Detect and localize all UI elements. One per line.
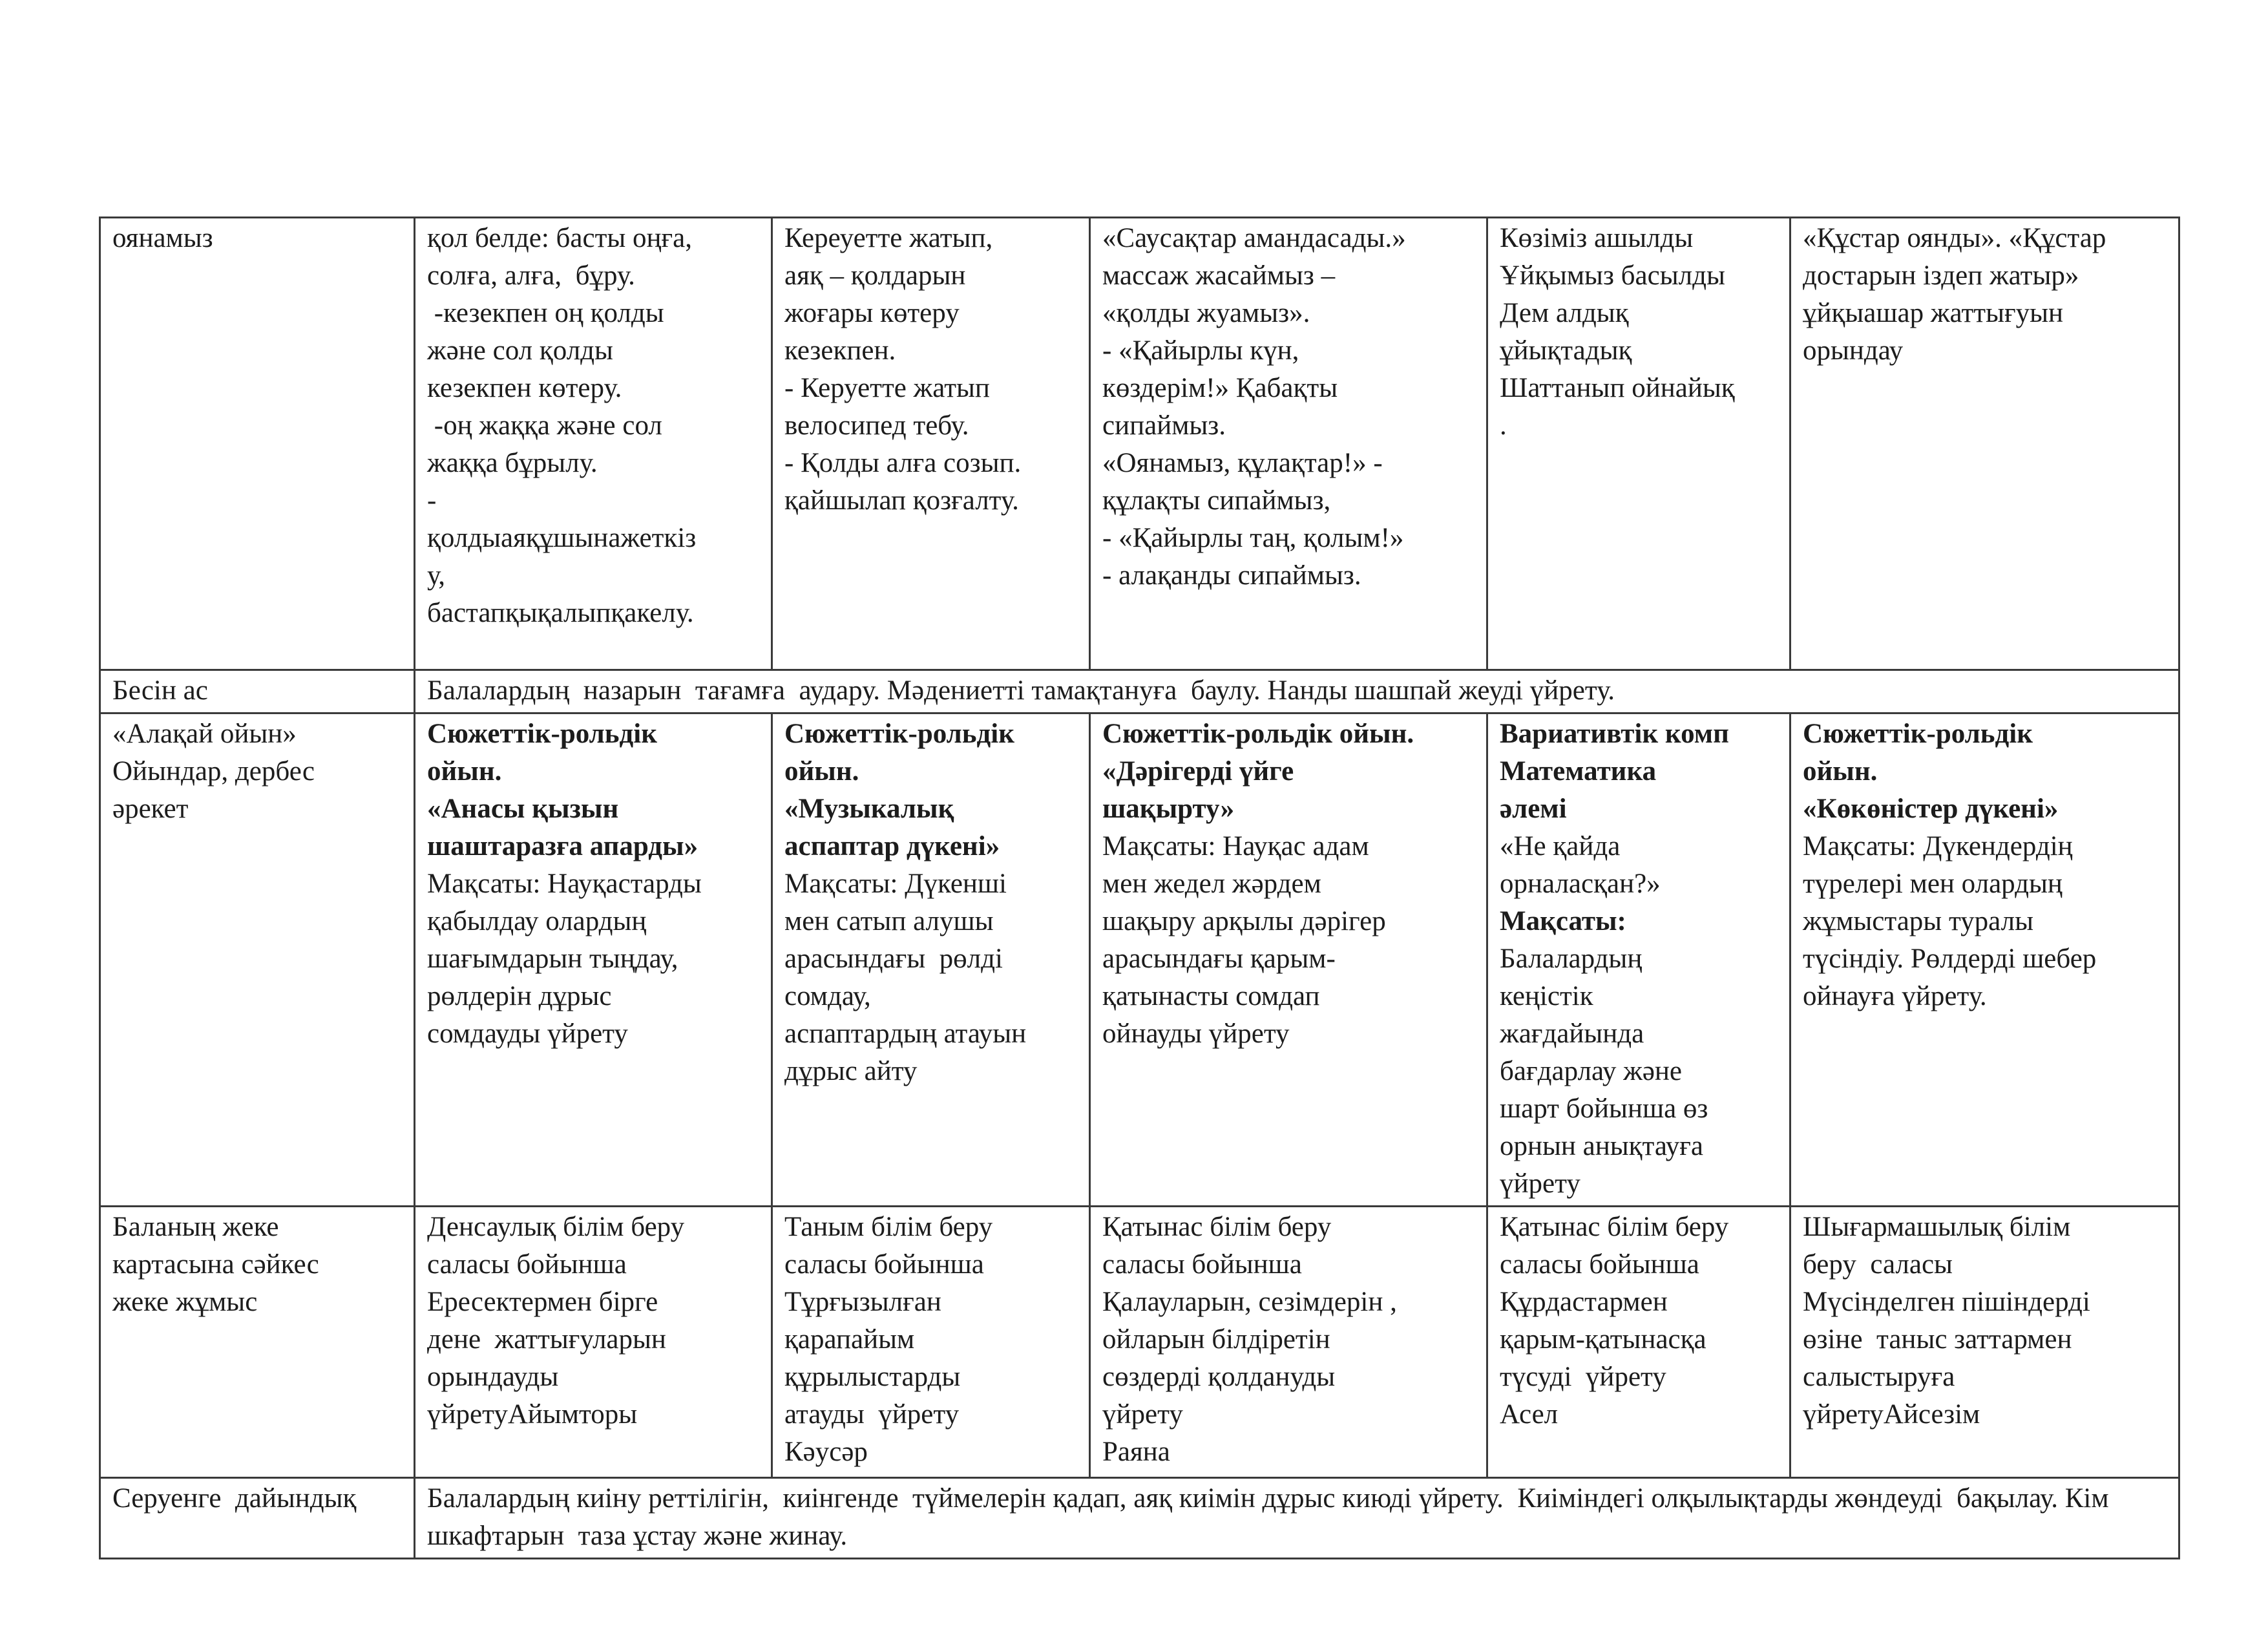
- row-walk-prep: [100, 1478, 2179, 1559]
- wakeup-cell-4: [1487, 218, 1790, 670]
- cell-text-line: у,: [427, 560, 445, 591]
- individual-cell-4: [1487, 1207, 1790, 1478]
- cell-heading-line: «Көкөністер дүкені»: [1803, 794, 2059, 824]
- cell-text-line: шақыру арқылы дәрігер: [1102, 906, 1386, 936]
- cell-text-line: шағымдарын тыңдау,: [427, 944, 678, 974]
- cell-heading-line: әлемі: [1500, 794, 1567, 824]
- cell-heading-line: шаштаразға апарды»: [427, 831, 698, 861]
- cell-text-line: «Құстар оянды». «Құстар: [1803, 223, 2106, 253]
- cell-text-line: «Не қайда: [1500, 831, 1621, 861]
- cell-text-line: жаққа бұрылу.: [427, 448, 598, 478]
- games-cell-4: [1487, 713, 1790, 1207]
- row-label-line: жеке жұмыс: [112, 1287, 258, 1317]
- row-afternoon-meal: [100, 670, 2179, 713]
- cell-heading-line: «Музыкалық: [784, 794, 954, 824]
- cell-text-line: дене жаттығуларын: [427, 1324, 666, 1355]
- cell-text-line: қолдыаяқұшынажеткіз: [427, 523, 697, 553]
- row-label-line: әрекет: [112, 794, 189, 824]
- cell-text-line: түсуді үйрету: [1500, 1362, 1666, 1392]
- cell-text-line: Шығармашылық білім: [1803, 1212, 2071, 1242]
- cell-text-line: Мақсаты: Науқастарды: [427, 869, 702, 899]
- schedule-table: [99, 217, 2180, 1559]
- cell-text-line: ұйқыашар жаттығуын: [1803, 298, 2064, 328]
- wakeup-cell-5: [1790, 218, 2179, 670]
- cell-heading-line: Сюжеттік-рольдік ойын.: [1102, 719, 1414, 749]
- cell-text-line: «Саусақтар амандасады.»: [1102, 223, 1406, 253]
- cell-text-line: рөлдерін дұрыс: [427, 981, 612, 1011]
- row-label: [100, 670, 415, 713]
- cell-text-line: қатынасты сомдап: [1102, 981, 1320, 1011]
- row-wakeup: [100, 218, 2179, 670]
- span-text: Балалардың киіну реттілігін, киінгенде түймелерін қадап, аяқ киімін дұрыс киюді үйрету. Киіміндегі олқылықтарды жөндеуді бақылау. Кім шкафтарын таза ұстау және жинау.: [427, 1483, 2116, 1551]
- span-text: Балалардың назарын тағамға аудару. Мәдениетті тамақтануға баулу. Нанды шашпай жеуді үйрету.: [427, 675, 1615, 706]
- cell-text-line: құрылыстарды: [784, 1362, 961, 1392]
- cell-text-line: аяқ – қолдарын: [784, 260, 966, 291]
- cell-text-line: көздерім!» Қабақты: [1102, 373, 1338, 403]
- cell-heading-line: шақырту»: [1102, 794, 1235, 824]
- cell-text-line: үйрету: [1102, 1399, 1183, 1430]
- cell-text-line: солға, алға, бұру.: [427, 260, 635, 291]
- cell-text-line: мен жедел жәрдем: [1102, 869, 1321, 899]
- individual-cell-5: [1790, 1207, 2179, 1478]
- cell-text-line: «Оянамыз, құлақтар!» -: [1102, 448, 1383, 478]
- cell-text-line: орындауды: [427, 1362, 559, 1392]
- cell-text-line: және сол қолды: [427, 335, 613, 366]
- wakeup-cell-1: [415, 218, 772, 670]
- cell-text-line: - Керуетте жатып: [784, 373, 990, 403]
- cell-text-line: аспаптардың атауын: [784, 1019, 1027, 1049]
- cell-heading-line: «Анасы қызын: [427, 794, 619, 824]
- row-games: [100, 713, 2179, 1207]
- cell-text-line: орналасқан?»: [1500, 869, 1661, 899]
- wakeup-cell-2: [772, 218, 1090, 670]
- row-label-line: оянамыз: [112, 223, 213, 253]
- cell-heading-line: Сюжеттік-рольдік: [427, 719, 658, 749]
- cell-text-line: дұрыс айту: [784, 1056, 918, 1086]
- cell-heading-line: Сюжеттік-рольдік: [784, 719, 1015, 749]
- cell-text-line: сипаймыз.: [1102, 410, 1226, 441]
- cell-text-line: жоғары көтеру: [784, 298, 960, 328]
- cell-text-line: ойларын білдіретін: [1102, 1324, 1330, 1355]
- cell-text-line: атауды үйрету: [784, 1399, 960, 1430]
- row-individual-work: [100, 1207, 2179, 1478]
- cell-text-line: Қалауларын, сезімдерін ,: [1102, 1287, 1397, 1317]
- cell-text-line: бастапқықалыпқакелу.: [427, 598, 694, 628]
- cell-text-line: Мақсаты: Науқас адам: [1102, 831, 1369, 861]
- cell-text-line: Асел: [1500, 1399, 1559, 1430]
- cell-heading-line: Вариативтік комп: [1500, 719, 1729, 749]
- cell-text-line: Ұйқымыз басылды: [1500, 260, 1725, 291]
- cell-text-line: қол белде: басты оңға,: [427, 223, 693, 253]
- afternoon-meal-text: [415, 670, 2179, 713]
- cell-text-line: -: [427, 485, 437, 516]
- cell-text-line: Дем алдық: [1500, 298, 1629, 328]
- cell-text-line: Мүсінделген пішіндерді: [1803, 1287, 2090, 1317]
- cell-text-line: Қатынас білім беру: [1102, 1212, 1332, 1242]
- cell-text-line: ойнауға үйрету.: [1803, 981, 1987, 1011]
- cell-text-line: Тұрғызылған: [784, 1287, 941, 1317]
- cell-text-line: «қолды жуамыз».: [1102, 298, 1310, 328]
- cell-text-line: қарапайым: [784, 1324, 915, 1355]
- wakeup-cell-3: [1090, 218, 1487, 670]
- cell-heading-line: «Дәрігерді үйге: [1102, 756, 1294, 787]
- cell-text-line: Шаттанып ойнайық: [1500, 373, 1735, 403]
- cell-text-line: Кәусәр: [784, 1437, 868, 1467]
- cell-text-line: Құрдастармен: [1500, 1287, 1668, 1317]
- cell-text-line: Мақсаты: Дүкенші: [784, 869, 1007, 899]
- cell-text-line: орындау: [1803, 335, 1904, 366]
- row-label-line: картасына сәйкес: [112, 1249, 319, 1280]
- cell-text-line: ұйықтадық: [1500, 335, 1632, 366]
- cell-text-line: -кезекпен оң қолды: [427, 298, 664, 328]
- cell-text-line: қабылдау олардың: [427, 906, 647, 936]
- cell-text-line: ойнауды үйрету: [1102, 1019, 1290, 1049]
- cell-text-line: Көзіміз ашылды: [1500, 223, 1694, 253]
- cell-text-line: Мақсаты: Дүкендердің: [1803, 831, 2073, 861]
- games-cell-3: [1090, 713, 1487, 1207]
- cell-text-line: .: [1500, 410, 1507, 441]
- individual-cell-2: [772, 1207, 1090, 1478]
- cell-text-line: қарым-қатынасқа: [1500, 1324, 1706, 1355]
- cell-text-line: жұмыстары туралы: [1803, 906, 2033, 936]
- cell-text-line: сомдауды үйрету: [427, 1019, 628, 1049]
- cell-text-line: арасындағы рөлді: [784, 944, 1003, 974]
- cell-text-line: саласы бойынша: [1102, 1249, 1302, 1280]
- cell-text-line: кезекпен көтеру.: [427, 373, 622, 403]
- cell-text-line: беру саласы: [1803, 1249, 1953, 1280]
- row-label-line: Серуенге дайындық: [112, 1483, 357, 1514]
- cell-heading-line: ойын.: [427, 756, 502, 787]
- cell-text-line: достарын іздеп жатыр»: [1803, 260, 2079, 291]
- cell-text-line: -оң жаққа және сол: [427, 410, 662, 441]
- row-label-line: Ойындар, дербес: [112, 756, 315, 787]
- cell-text-line: - Қолды алға созып.: [784, 448, 1022, 478]
- cell-text-line: Кереуетте жатып,: [784, 223, 993, 253]
- cell-text-line: Раяна: [1102, 1437, 1170, 1467]
- cell-text-line: түсіндіу. Рөлдерді шебер: [1803, 944, 2097, 974]
- cell-text-line: бағдарлау және: [1500, 1056, 1682, 1086]
- cell-heading-line: Сюжеттік-рольдік: [1803, 719, 2033, 749]
- cell-text-line: қайшылап қозғалту.: [784, 485, 1019, 516]
- cell-text-line: - алақанды сипаймыз.: [1102, 560, 1361, 591]
- row-label: [100, 713, 415, 1207]
- cell-heading-line: Математика: [1500, 756, 1657, 787]
- cell-text-line: Ересектермен бірге: [427, 1287, 658, 1317]
- cell-text-line: массаж жасаймыз –: [1102, 260, 1336, 291]
- cell-text-line: құлақты сипаймыз,: [1102, 485, 1331, 516]
- cell-text-line: Қатынас білім беру: [1500, 1212, 1729, 1242]
- cell-text-line: салыстыруға: [1803, 1362, 1955, 1392]
- cell-text-line: саласы бойынша: [427, 1249, 627, 1280]
- cell-text-line: кеңістік: [1500, 981, 1593, 1011]
- cell-text-line: - «Қайырлы таң, қолым!»: [1102, 523, 1404, 553]
- cell-text-line: үйретуАйсезім: [1803, 1399, 1980, 1430]
- cell-text-line: шарт бойынша өз: [1500, 1093, 1708, 1124]
- cell-heading-line: ойын.: [784, 756, 859, 787]
- cell-text-line: Денсаулық білім беру: [427, 1212, 685, 1242]
- cell-text-line: велосипед тебу.: [784, 410, 969, 441]
- cell-text-line: өзіне таныс заттармен: [1803, 1324, 2072, 1355]
- cell-text-line: сомдау,: [784, 981, 871, 1011]
- games-cell-2: [772, 713, 1090, 1207]
- individual-cell-3: [1090, 1207, 1487, 1478]
- row-label: [100, 218, 415, 670]
- cell-heading-line: ойын.: [1803, 756, 1878, 787]
- row-label-line: «Алақай ойын»: [112, 719, 297, 749]
- cell-text-line: - «Қайырлы күн,: [1102, 335, 1299, 366]
- cell-text-line: үйретуАйымторы: [427, 1399, 638, 1430]
- row-label-line: Бесін ас: [112, 675, 208, 706]
- cell-text-line: саласы бойынша: [1500, 1249, 1699, 1280]
- individual-cell-1: [415, 1207, 772, 1478]
- cell-text-line: орнын анықтауға: [1500, 1131, 1703, 1161]
- cell-text-line: үйрету: [1500, 1168, 1580, 1199]
- cell-heading-line: Мақсаты:: [1500, 906, 1626, 936]
- row-label: [100, 1478, 415, 1559]
- cell-text-line: сөздерді қолдануды: [1102, 1362, 1336, 1392]
- games-cell-5: [1790, 713, 2179, 1207]
- cell-text-line: арасындағы қарым-: [1102, 944, 1336, 974]
- row-label: [100, 1207, 415, 1478]
- games-cell-1: [415, 713, 772, 1207]
- row-label-line: Баланың жеке: [112, 1212, 279, 1242]
- cell-text-line: саласы бойынша: [784, 1249, 984, 1280]
- cell-text-line: Балалардың: [1500, 944, 1643, 974]
- cell-text-line: мен сатып алушы: [784, 906, 994, 936]
- cell-text-line: кезекпен.: [784, 335, 896, 366]
- cell-text-line: түрелері мен олардың: [1803, 869, 2063, 899]
- cell-text-line: Таным білім беру: [784, 1212, 993, 1242]
- walk-prep-text: [415, 1478, 2179, 1559]
- cell-heading-line: аспаптар дүкені»: [784, 831, 1000, 861]
- cell-text-line: жағдайында: [1500, 1019, 1644, 1049]
